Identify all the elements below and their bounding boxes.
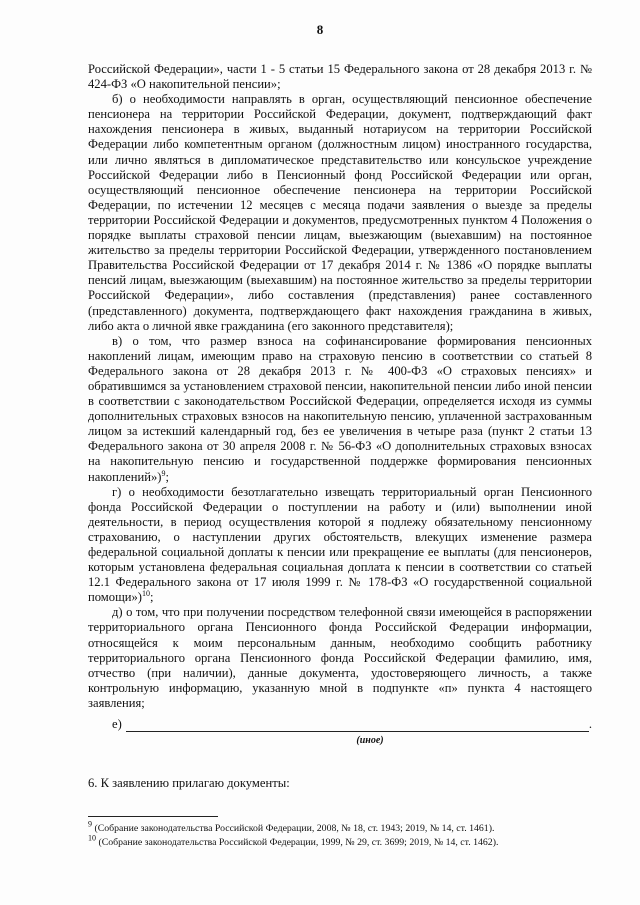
fill-in-line[interactable]: [126, 718, 589, 732]
footnote-mark: 9: [88, 819, 92, 829]
footnote-ref-9: 9: [161, 468, 166, 478]
document-body: [88, 62, 592, 748]
paragraph-g-text: г) о необходимости безотлагательно извещать территориальный орган Пенсионного фонда Российской Федерации о поступлении на работу и (или) выполнении иной деятельности, в период осуществления которой я подлежу обязательному пенсионному страхованию, о наступлении других обстоятельств, влекущих изменение размера федеральной социальной доплаты к пенсии или прекращение ее выплаты (для пенсионеров, которым установлена федеральная социальная доплата к пенсии в соответствии со статьей 12.1 Федерального закона от 17 июля 1999 г. № 178-ФЗ «О государственной социальной помощи»): [88, 484, 592, 605]
footnote-ref-10: 10: [142, 589, 150, 599]
paragraph-v: [88, 334, 592, 485]
paragraph-e: [88, 717, 592, 732]
paragraph-g: [88, 485, 592, 606]
paragraph-g-tail: ;: [150, 590, 154, 605]
paragraph-b: б) о необходимости направлять в орган, осуществляющий пенсионное обеспечение пенсионера на территории Российской Федерации, документ, подтверждающий факт нахождения пенсионера в живых, выданный нотариусом на территории Российской Федерации либо компетентным органом (должностным лицом) иностранного государства, или лично являться в дипломатическое представительство или консульское учреждение Российской Федерации либо в Пенсионный фонд Российской Федерации или орган, осуществляющий пенсионное обеспечение пенсионера на территории Российской Федерации, по истечении 12 месяцев с месяца подачи заявления о выезде за пределы территории Российской Федерации и документов, предусмотренных пунктом 4 Положения о порядке выплаты страховой пенсии лицам, выезжающим (выехавшим) на постоянное жительство за пределы территории Российской Федерации, утвержденного постановлением Правительства Российской Федерации от 17 декабря 2014 г. № 1386 «О порядке выплаты пенсий лицам, выезжающим (выехавшим) на постоянное жительство за пределы территории Российской Федерации», либо составления (представления) ранее составленного (представленного) документа, подтверждающего факт нахождения гражданина в живых, либо акта о личной явке гражданина (его законного представителя);: [88, 92, 592, 333]
paragraph-e-end: .: [588, 717, 592, 732]
footnotes: [88, 819, 608, 850]
paragraph-v-tail: ;: [165, 469, 169, 484]
paragraph-continuation: Российской Федерации», части 1 - 5 статьи 15 Федерального закона от 28 декабря 2013 г. № 424-ФЗ «О накопительной пенсии»;: [88, 62, 592, 92]
page-number: 8: [316, 22, 324, 37]
paragraph-d: д) о том, что при получении посредством телефонной связи имеющейся в распоряжении территориального органа Пенсионного фонда Российской Федерации информации, относящейся к моим персональным данным, необходимо сообщить работнику территориального органа Пенсионного фонда Российской Федерации фамилию, имя, отчество (при наличии), данные документа, удостоверяющего личность, а также контрольную информацию, указанную мной в подпункте «п» пункта 4 настоящего заявления;: [88, 605, 592, 710]
fill-in-caption: (иное): [356, 735, 384, 747]
footnote-9: [88, 819, 608, 836]
footnote-text: (Собрание законодательства Российской Федерации, 1999, № 29, ст. 3699; 2019, № 14, ст. 1462).: [98, 837, 499, 848]
footnote-mark: 10: [88, 833, 96, 843]
footnote-10: [88, 833, 608, 850]
footnote-text: (Собрание законодательства Российской Федерации, 2008, № 18, ст. 1943; 2019, № 14, ст. 1461).: [94, 823, 495, 834]
paragraph-v-text: в) о том, что размер взноса на софинансирование формирования пенсионных накоплений лицам, имеющим право на страховую пенсию в соответствии со статьей 8 Федерального закона от 28 декабря 2013 г. № 400-ФЗ «О страховых пенсиях» и обратившимся за установлением страховой пенсии, накопительной пенсии либо иной пенсии в соответствии с законодательством Российской Федерации, определяется исходя из суммы дополнительных страховых взносов на накопительную пенсию, уплаченной застрахованным лицом за истекший календарный год, без ее увеличения в четыре раза (пункт 2 статьи 13 Федерального закона от 30 апреля 2008 г. № 56-ФЗ «О дополнительных страховых взносах на накопительную пенсию и государственной поддержке формирования пенсионных накоплений»): [88, 333, 592, 484]
footnote-separator: [88, 816, 218, 817]
paragraph-e-label: е): [112, 717, 122, 732]
section-6-heading: 6. К заявлению прилагаю документы:: [88, 776, 290, 790]
